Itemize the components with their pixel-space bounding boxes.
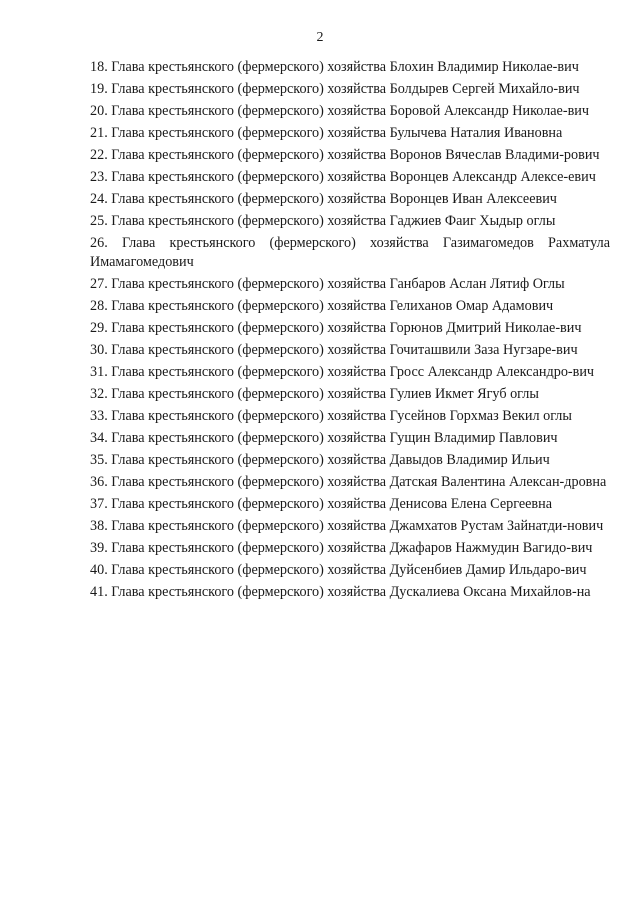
list-item: 35. Глава крестьянского (фермерского) хозяйства Давыдов Владимир Ильич	[90, 452, 550, 468]
list-item: 29. Глава крестьянского (фермерского) хозяйства Горюнов Дмитрий Николае-вич	[90, 320, 582, 336]
list-item: 18. Глава крестьянского (фермерского) хозяйства Блохин Владимир Николае-вич	[90, 59, 579, 75]
list-item: 25. Глава крестьянского (фермерского) хозяйства Гаджиев Фаиг Хыдыр оглы	[90, 213, 556, 229]
list-item: 19. Глава крестьянского (фермерского) хозяйства Болдырев Сергей Михайло-вич	[90, 81, 580, 97]
list-item: 38. Глава крестьянского (фермерского) хозяйства Джамхатов Рустам Зайнатди-нович	[90, 518, 604, 534]
page-number: 2	[316, 30, 324, 45]
list-item: 40. Глава крестьянского (фермерского) хозяйства Дуйсенбиев Дамир Ильдаро-вич	[90, 562, 587, 578]
list-item: 24. Глава крестьянского (фермерского) хозяйства Воронцев Иван Алексеевич	[90, 191, 557, 207]
list-item: 37. Глава крестьянского (фермерского) хозяйства Денисова Елена Сергеевна	[90, 496, 553, 512]
list-item: 41. Глава крестьянского (фермерского) хозяйства Дускалиева Оксана Михайлов-на	[90, 584, 591, 600]
list-item: 28. Глава крестьянского (фермерского) хозяйства Гелиханов Омар Адамович	[90, 298, 554, 314]
entry-list	[90, 58, 610, 605]
list-item: 32. Глава крестьянского (фермерского) хозяйства Гулиев Икмет Ягуб оглы	[90, 386, 539, 402]
list-item: 22. Глава крестьянского (фермерского) хозяйства Воронов Вячеслав Владими-рович	[90, 147, 600, 163]
list-item: 23. Глава крестьянского (фермерского) хозяйства Воронцев Александр Алексе-евич	[90, 169, 596, 185]
list-item: 27. Глава крестьянского (фермерского) хозяйства Ганбаров Аслан Лятиф Оглы	[90, 276, 565, 292]
list-item: 33. Глава крестьянского (фермерского) хозяйства Гусейнов Горхмаз Векил оглы	[90, 408, 572, 424]
list-item: 26. Глава крестьянского (фермерского) хозяйства Газимагомедов Рахматула Имамагомедович	[90, 235, 610, 270]
list-item: 20. Глава крестьянского (фермерского) хозяйства Боровой Александр Николае-вич	[90, 103, 590, 119]
list-item: 21. Глава крестьянского (фермерского) хозяйства Булычева Наталия Ивановна	[90, 125, 563, 141]
list-item: 36. Глава крестьянского (фермерского) хозяйства Датская Валентина Алексан-дровна	[90, 474, 607, 490]
list-item: 39. Глава крестьянского (фермерского) хозяйства Джафаров Нажмудин Вагидо-вич	[90, 540, 593, 556]
list-item: 30. Глава крестьянского (фермерского) хозяйства Гочиташвили Заза Нугзаре-вич	[90, 342, 578, 358]
list-item: 34. Глава крестьянского (фермерского) хозяйства Гущин Владимир Павлович	[90, 430, 558, 446]
list-item: 31. Глава крестьянского (фермерского) хозяйства Гросс Александр Александро-вич	[90, 364, 595, 380]
